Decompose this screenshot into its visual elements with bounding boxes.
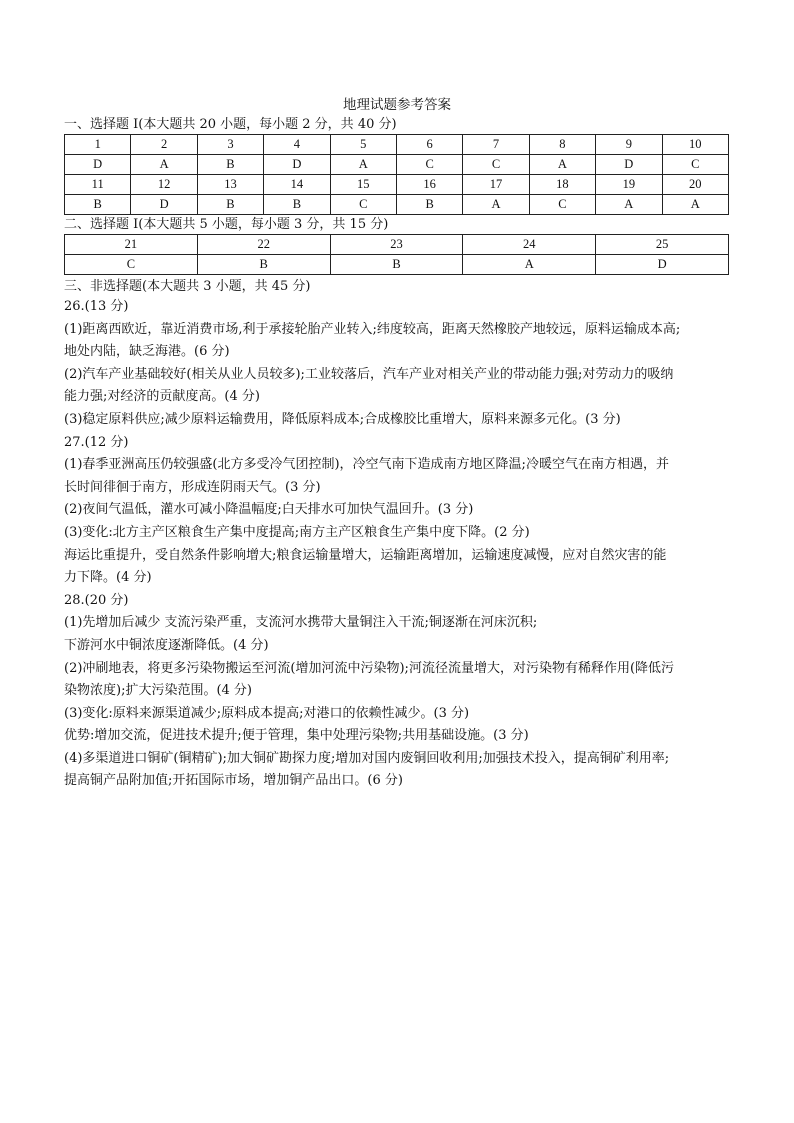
answer-cell: C <box>330 195 396 215</box>
question-number-cell: 3 <box>197 135 263 155</box>
table-row <box>65 235 729 255</box>
question-number-cell: 9 <box>596 135 662 155</box>
question-number-cell: 2 <box>131 135 197 155</box>
answer-line: 地处内陆，缺乏海港。(6 分) <box>64 344 230 360</box>
answer-cell: B <box>264 195 330 215</box>
question-number-cell: 8 <box>529 135 595 155</box>
answer-line: (2)汽车产业基础较好(相关从业人员较多);工业较落后，汽车产业对相关产业的带动能力强;对劳动力的吸纳 <box>64 366 674 382</box>
answer-cell: D <box>131 195 197 215</box>
answer-cell: A <box>463 195 529 215</box>
answer-line: (1)距离西欧近，靠近消费市场,利于承接轮胎产业转入;纬度较高，距离天然橡胶产地较远，原料运输成本高; <box>64 321 681 337</box>
question-number-cell: 20 <box>662 175 728 195</box>
question-number-cell: 22 <box>197 235 330 255</box>
question-number-cell: 19 <box>596 175 662 195</box>
table-row <box>65 195 729 215</box>
answer-line: 提高铜产品附加值;开拓国际市场，增加铜产品出口。(6 分) <box>64 773 403 789</box>
answer-cell: B <box>197 195 263 215</box>
answer-line: (3)变化:原料来源渠道减少;原料成本提高;对港口的依赖性减少。(3 分) <box>64 705 470 721</box>
answer-line: 26.(13 分) <box>64 299 129 314</box>
answer-cell: C <box>65 255 198 275</box>
question-number-cell: 4 <box>264 135 330 155</box>
answer-cell: A <box>463 255 596 275</box>
answer-cell: D <box>596 255 729 275</box>
section3-heading: 三、非选择题(本大题共 3 小题，共 45 分) <box>64 279 311 294</box>
section3-answers <box>64 296 730 793</box>
answer-cell: A <box>529 155 595 175</box>
answer-line: (2)夜间气温低，灌水可减小降温幅度;白天排水可加快气温回升。(3 分) <box>64 502 474 518</box>
answer-cell: A <box>131 155 197 175</box>
answer-cell: B <box>65 195 131 215</box>
answer-line: (3)稳定原料供应;减少原料运输费用，降低原料成本;合成橡胶比重增大，原料来源多元化。(3 分) <box>64 411 621 427</box>
page-title: 地理试题参考答案 <box>343 97 451 113</box>
question-number-cell: 18 <box>529 175 595 195</box>
question-number-cell: 25 <box>596 235 729 255</box>
question-number-cell: 6 <box>396 135 462 155</box>
section1-heading: 一、选择题 I(本大题共 20 小题，每小题 2 分，共 40 分) <box>64 117 397 132</box>
question-number-cell: 16 <box>396 175 462 195</box>
answer-cell: D <box>264 155 330 175</box>
answer-cell: C <box>529 195 595 215</box>
answer-cell: D <box>596 155 662 175</box>
section1-answer-table <box>64 134 729 215</box>
question-number-cell: 17 <box>463 175 529 195</box>
answer-line: 能力强;对经济的贡献度高。(4 分) <box>64 389 260 405</box>
answer-line: 28.(20 分) <box>64 592 129 608</box>
answer-cell: A <box>596 195 662 215</box>
answer-cell: A <box>330 155 396 175</box>
question-number-cell: 13 <box>197 175 263 195</box>
answer-line: 下游河水中铜浓度逐渐降低。(4 分) <box>64 637 269 653</box>
answer-line: 优势:增加交流，促进技术提升;便于管理，集中处理污染物;共用基础设施。(3 分) <box>64 728 529 744</box>
question-number-cell: 23 <box>330 235 463 255</box>
answer-line: 力下降。(4 分) <box>64 570 152 586</box>
answer-cell: B <box>197 255 330 275</box>
question-number-cell: 10 <box>662 135 728 155</box>
question-number-cell: 14 <box>264 175 330 195</box>
question-number-cell: 1 <box>65 135 131 155</box>
answer-cell: C <box>396 155 462 175</box>
table-row <box>65 255 729 275</box>
question-number-cell: 24 <box>463 235 596 255</box>
section2-heading: 二、选择题 I(本大题共 5 小题，每小题 3 分，共 15 分) <box>64 217 389 232</box>
answer-line: (2)冲刷地表，将更多污染物搬运至河流(增加河流中污染物);河流径流量增大，对污染物有稀释作用(降低污 <box>64 660 675 676</box>
answer-line: (1)先增加后减少 支流污染严重，支流河水携带大量铜注入干流;铜逐渐在河床沉积; <box>64 615 538 631</box>
answer-line: 海运比重提升，受自然条件影响增大;粮食运输量增大，运输距离增加，运输速度减慢，应对自然灾害的能 <box>64 547 667 563</box>
question-number-cell: 5 <box>330 135 396 155</box>
question-number-cell: 15 <box>330 175 396 195</box>
table-row <box>65 175 729 195</box>
answer-cell: B <box>330 255 463 275</box>
answer-line: (1)春季亚洲高压仍较强盛(北方多受冷气团控制)，冷空气南下造成南方地区降温;冷暖空气在南方相遇，并 <box>64 457 669 473</box>
answer-cell: B <box>396 195 462 215</box>
question-number-cell: 21 <box>65 235 198 255</box>
table-row <box>65 155 729 175</box>
answer-cell: C <box>662 155 728 175</box>
section2-answer-table <box>64 234 729 275</box>
answer-sheet <box>64 96 730 793</box>
answer-line: 染物浓度);扩大污染范围。(4 分) <box>64 683 252 699</box>
answer-cell: D <box>65 155 131 175</box>
question-number-cell: 7 <box>463 135 529 155</box>
answer-line: 长时间徘徊于南方，形成连阴雨天气。(3 分) <box>64 479 321 495</box>
answer-line: 27.(12 分) <box>64 434 129 450</box>
answer-cell: C <box>463 155 529 175</box>
answer-cell: B <box>197 155 263 175</box>
answer-line: (3)变化:北方主产区粮食生产集中度提高;南方主产区粮食生产集中度下降。(2 分) <box>64 524 530 540</box>
question-number-cell: 11 <box>65 175 131 195</box>
question-number-cell: 12 <box>131 175 197 195</box>
answer-line: (4)多渠道进口铜矿(铜精矿);加大铜矿勘探力度;增加对国内废铜回收利用;加强技术投入，提高铜矿利用率; <box>64 750 670 766</box>
table-row <box>65 135 729 155</box>
answer-cell: A <box>662 195 728 215</box>
